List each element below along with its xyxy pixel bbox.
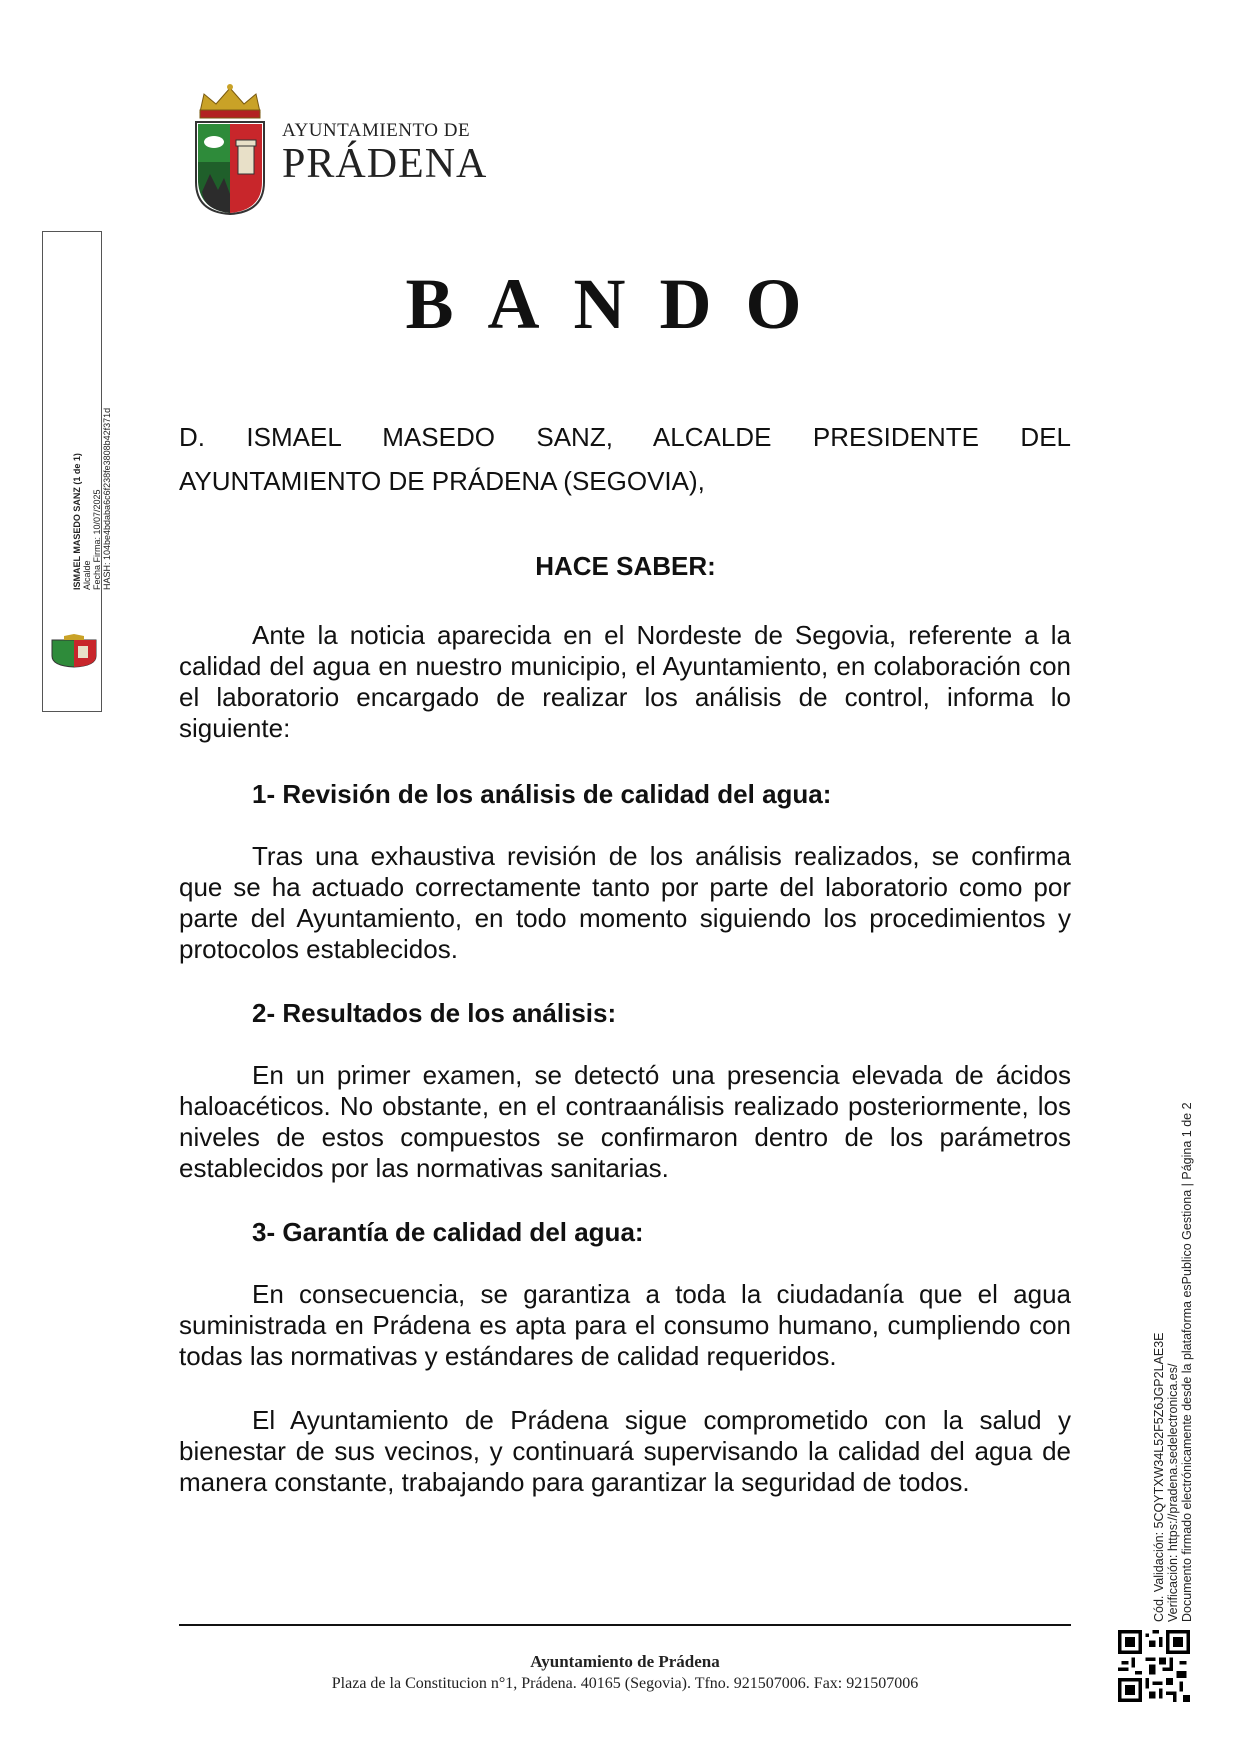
document-title: BANDO xyxy=(405,264,836,344)
section-1-heading: 1- Revisión de los análisis de calidad del agua: xyxy=(252,779,832,809)
footer-organization: Ayuntamiento de Prádena xyxy=(530,1652,720,1671)
signature-seal-icon xyxy=(48,634,100,668)
issuer-statement: D. ISMAEL MASEDO SANZ, ALCALDE PRESIDENTE DEL AYUNTAMIENTO DE PRÁDENA (SEGOVIA), xyxy=(179,422,1071,496)
section-2-heading: 2- Resultados de los análisis: xyxy=(252,998,617,1028)
logo-line-1: AYUNTAMIENTO DE xyxy=(282,120,471,141)
logo-line-2: PRÁDENA xyxy=(282,141,488,187)
signature-date: Fecha Firma: 10/07/2025 xyxy=(92,489,102,590)
verification-code: Cód. Validación: 5CQYTXW34L52F5Z6JGP2LAE3E xyxy=(1152,1332,1166,1622)
verification-notice: Documento firmado electrónicamente desde la plataforma esPublico Gestiona | Página 1 de 2 xyxy=(1180,1102,1194,1622)
signature-text xyxy=(72,408,112,590)
footer-divider xyxy=(179,1624,1071,1626)
footer-address: Plaza de la Constitucion n°1, Prádena. 40165 (Segovia). Tfno. 921507006. Fax: 921507006 xyxy=(331,1675,919,1692)
qr-code-icon xyxy=(1118,1630,1190,1702)
town-crest-logo xyxy=(190,82,270,217)
section-3-heading: 3- Garantía de calidad del agua: xyxy=(252,1217,644,1247)
verification-text xyxy=(1152,1102,1194,1622)
closing-paragraph: El Ayuntamiento de Prádena sigue comprometido con la salud y bienestar de sus vecinos, y continuará supervisando la calidad del agua de manera constante, trabajando para garantizar la seguridad de todos. xyxy=(179,1405,1071,1497)
logo-wordmark xyxy=(282,120,488,187)
section-1-body: Tras una exhaustiva revisión de los análisis realizados, se confirma que se ha actuado correctamente tanto por parte del laboratorio como por parte del Ayuntamiento, en todo momento siguiendo los procedimientos y protocolos establecidos. xyxy=(179,841,1071,964)
verification-url[interactable]: Verificación: https://pradena.sedelectronica.es/ xyxy=(1166,1363,1180,1622)
signature-role: Alcalde xyxy=(82,560,92,590)
footer xyxy=(179,1651,1071,1695)
section-3-body: En consecuencia, se garantiza a toda la ciudadanía que el agua suministrada en Prádena es apta para el consumo humano, cumpliendo con todas las normativas y estándares de calidad requeridos. xyxy=(179,1279,1071,1371)
hace-saber-heading: HACE SABER: xyxy=(535,551,716,581)
section-2-body: En un primer examen, se detectó una presencia elevada de ácidos haloacéticos. No obstante, en el contraanálisis realizado posteriormente, los niveles de estos compuestos se confirmaron dentro de los parámetros establecidos por las normativas sanitarias. xyxy=(179,1060,1071,1183)
intro-paragraph: Ante la noticia aparecida en el Nordeste de Segovia, referente a la calidad del agua en nuestro municipio, el Ayuntamiento, en colaboración con el laboratorio encargado de realizar los análisis de control, informa lo siguiente: xyxy=(179,620,1071,743)
signature-hash: HASH: 104be4bdaba6c6f238fe3808b42f371d xyxy=(102,407,112,590)
signature-signer: ISMAEL MASEDO SANZ (1 de 1) xyxy=(72,453,82,590)
